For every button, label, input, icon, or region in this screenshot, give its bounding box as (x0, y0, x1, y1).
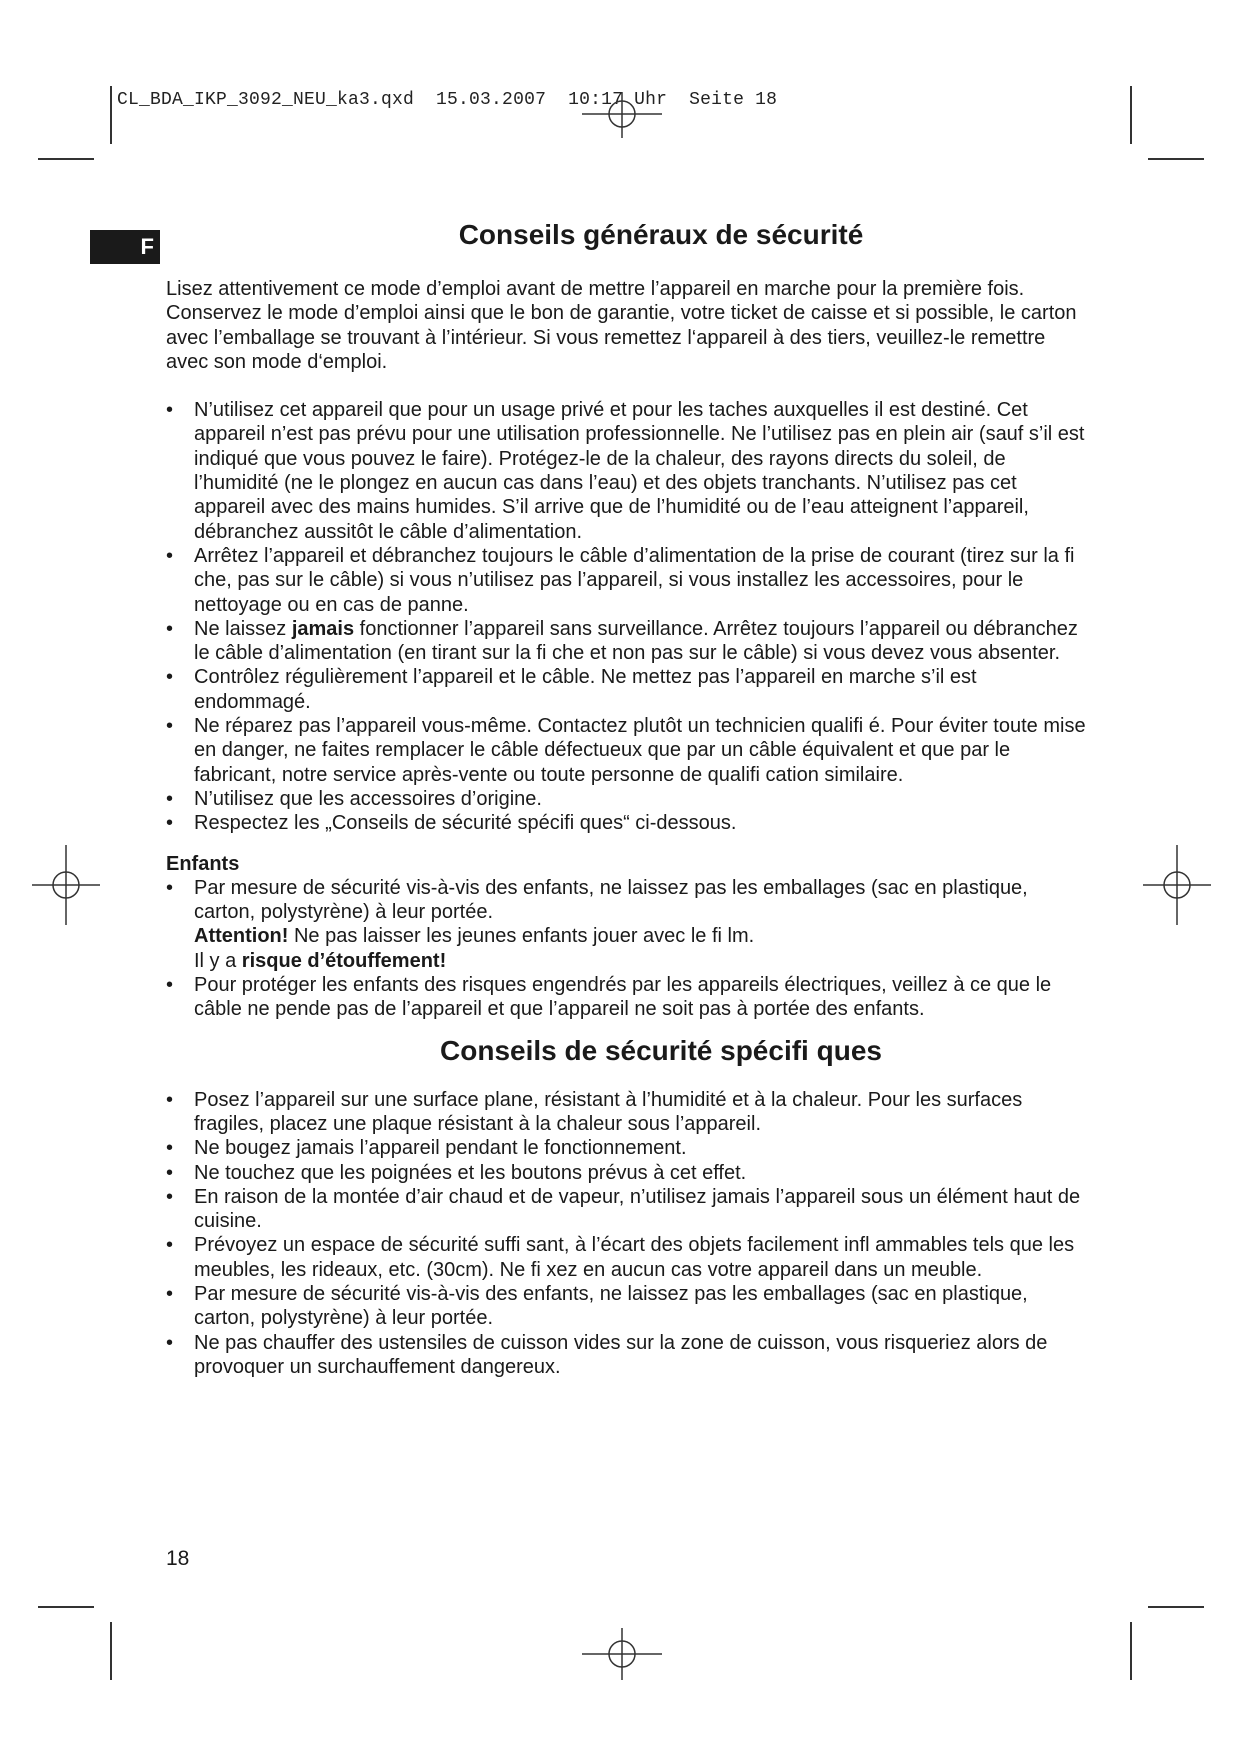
bullet: • (166, 1161, 174, 1184)
crop-mark-bottom-left-v (110, 1622, 112, 1680)
list-item (166, 876, 1086, 973)
bullet: • (166, 666, 174, 689)
crop-mark-bottom-left-h (38, 1606, 94, 1608)
list-item (166, 714, 1086, 787)
page-number: 18 (166, 1547, 190, 1570)
crop-mark-top-right-v (1130, 86, 1132, 144)
registration-mark-left-icon (26, 845, 106, 925)
language-tab: F (90, 230, 160, 264)
bullet: • (166, 715, 174, 738)
attention-line (194, 924, 1086, 948)
bullet: • (166, 876, 174, 899)
list-item (166, 398, 1086, 544)
list-item-text: Par mesure de sécurité vis-à-vis des enfants, ne laissez pas les emballages (sac en plastique, carton, polystyrène) à leur portée. (194, 1282, 1028, 1330)
list-item (166, 973, 1086, 1022)
print-slug: CL_BDA_IKP_3092_NEU_ka3.qxd 15.03.2007 10:17 Uhr Seite 18 (117, 90, 778, 110)
bullet: • (166, 1331, 174, 1354)
crop-mark-bottom-right-h (1148, 1606, 1204, 1608)
bullet: • (166, 399, 174, 422)
risk-line (194, 949, 1086, 973)
list-item-text: Pour protéger les enfants des risques engendrés par les appareils électriques, veillez à ce que le câble ne pende pas de l’appareil et que l’appareil ne soit pas à portée des enfants. (194, 974, 1052, 1021)
subheading-children: Enfants (166, 852, 240, 875)
attention-text: Ne pas laisser les jeunes enfants jouer avec le fi lm. (288, 925, 755, 948)
list-item-text: Ne touchez que les poignées et les boutons prévus à cet effet. (194, 1161, 747, 1184)
crop-mark-top-right-h (1148, 158, 1204, 160)
list-item-text-pre: Ne laissez (194, 617, 292, 640)
list-item-text: N’utilisez cet appareil que pour un usage privé et pour les taches auxquelles il est destiné. Cet appareil n’est pas prévu pour une utilisation professionnelle. Ne l’utilisez pas en plein air (sauf s’il est indiqué que vous pouvez le faire). Protégez-le de la chaleur, des rayons directs du soleil, de l’humidité (ne le plongez en aucun cas dans l’eau) et des objets tranchants. N’utilisez pas cet appareil avec des mains humides. S’il arrive que de l’humidité ou de l’eau atteignent l’appareil, débranchez aussitôt le câble d’alimentation. (194, 399, 1085, 543)
section-title-specific-safety: Conseils de sécurité spécifi ques (440, 1034, 882, 1066)
bullet: • (166, 1234, 174, 1257)
list-item (166, 787, 1086, 811)
list-item (166, 1088, 1086, 1137)
list-item (166, 544, 1086, 617)
intro-paragraph: Lisez attentivement ce mode d’emploi avant de mettre l’appareil en marche pour la première fois. Conservez le mode d’emploi ainsi que le bon de garantie, votre ticket de caisse et si possible, le carton avec l’emballage se trouvant à l’intérieur. Si vous remettez l‘appareil à des tiers, veuillez-le remettre avec son mode d‘emploi. (166, 278, 1077, 373)
list-item (166, 1185, 1086, 1234)
bullet: • (166, 1137, 174, 1160)
bullet: • (166, 812, 174, 835)
bullet: • (166, 974, 174, 997)
registration-mark-right-icon (1137, 845, 1217, 925)
risk-text: Il y a (194, 949, 242, 972)
risk-warning: risque d’étouffement! (241, 949, 447, 972)
list-item (166, 811, 1086, 835)
list-item-text: Posez l’appareil sur une surface plane, résistant à l’humidité et à la chaleur. Pour les surfaces fragiles, placez une plaque résistant à la chaleur sous l’appareil. (194, 1088, 1023, 1135)
crop-mark-top-left-v (110, 86, 112, 144)
list-item (166, 665, 1086, 714)
bullet: • (166, 1282, 174, 1305)
attention-label: Attention! (194, 925, 289, 948)
page-content (166, 218, 1086, 1379)
list-item (166, 1282, 1086, 1331)
list-item-text: Ne bougez jamais l’appareil pendant le fonctionnement. (194, 1137, 687, 1160)
crop-mark-bottom-right-v (1130, 1622, 1132, 1680)
bullet: • (166, 1185, 174, 1208)
list-item-text: Ne pas chauffer des ustensiles de cuisson vides sur la zone de cuisson, vous risqueriez alors de provoquer un surchauffement dangereux. (194, 1331, 1048, 1378)
registration-mark-bottom-icon (582, 1614, 662, 1694)
list-item (166, 1331, 1086, 1380)
list-item-text: Prévoyez un espace de sécurité suffi sant, à l’écart des objets facilement infl ammables tels que les meubles, les rideaux, etc. (30cm). Ne fi xez en aucun cas votre appareil dans un meuble. (194, 1234, 1075, 1281)
list-item-text: N’utilisez que les accessoires d’origine. (194, 787, 542, 810)
bullet: • (166, 1088, 174, 1111)
bullet: • (166, 617, 174, 640)
crop-mark-top-left-h (38, 158, 94, 160)
list-item-text: En raison de la montée d’air chaud et de vapeur, n’utilisez jamais l’appareil sous un élément haut de cuisine. (194, 1185, 1081, 1233)
list-item-text: Arrêtez l’appareil et débranchez toujours le câble d’alimentation de la prise de courant (tirez sur la fi che, pas sur le câble) si vous n’utilisez pas l’appareil, si vous installez les accessoires, pour le nettoyage ou en cas de panne. (194, 544, 1075, 616)
list-item-text: Ne réparez pas l’appareil vous-même. Contactez plutôt un technicien qualifi é. Pour éviter toute mise en danger, ne faites remplacer le câble défectueux que par un câble équivalent et que par le fabricant, notre service après-vente ou toute personne de qualifi cation similaire. (194, 715, 1086, 786)
list-item (166, 617, 1086, 666)
children-safety-list (166, 876, 1086, 1022)
registration-mark-top-icon (582, 86, 662, 166)
list-item-text-post: fonctionner l’appareil sans surveillance. Arrêtez toujours l’appareil ou débranchez le câble d’alimentation (en tirant sur la fi che et non pas sur le câble) si vous devez vous absenter. (194, 617, 1078, 665)
bullet: • (166, 787, 174, 810)
list-item-text: Par mesure de sécurité vis-à-vis des enfants, ne laissez pas les emballages (sac en plastique, carton, polystyrène) à leur portée. (194, 876, 1028, 924)
list-item-text: Contrôlez régulièrement l’appareil et le câble. Ne mettez pas l’appareil en marche s’il est endommagé. (194, 666, 977, 713)
list-item-text: Respectez les „Conseils de sécurité spécifi ques“ ci-dessous. (194, 812, 737, 835)
list-item (166, 1161, 1086, 1185)
list-item (166, 1233, 1086, 1282)
bullet: • (166, 544, 174, 567)
specific-safety-list (166, 1088, 1086, 1380)
general-safety-list (166, 398, 1086, 835)
section-title-general-safety: Conseils généraux de sécurité (458, 219, 864, 250)
list-item (166, 1136, 1086, 1160)
list-item-text-bold: jamais (291, 617, 355, 640)
